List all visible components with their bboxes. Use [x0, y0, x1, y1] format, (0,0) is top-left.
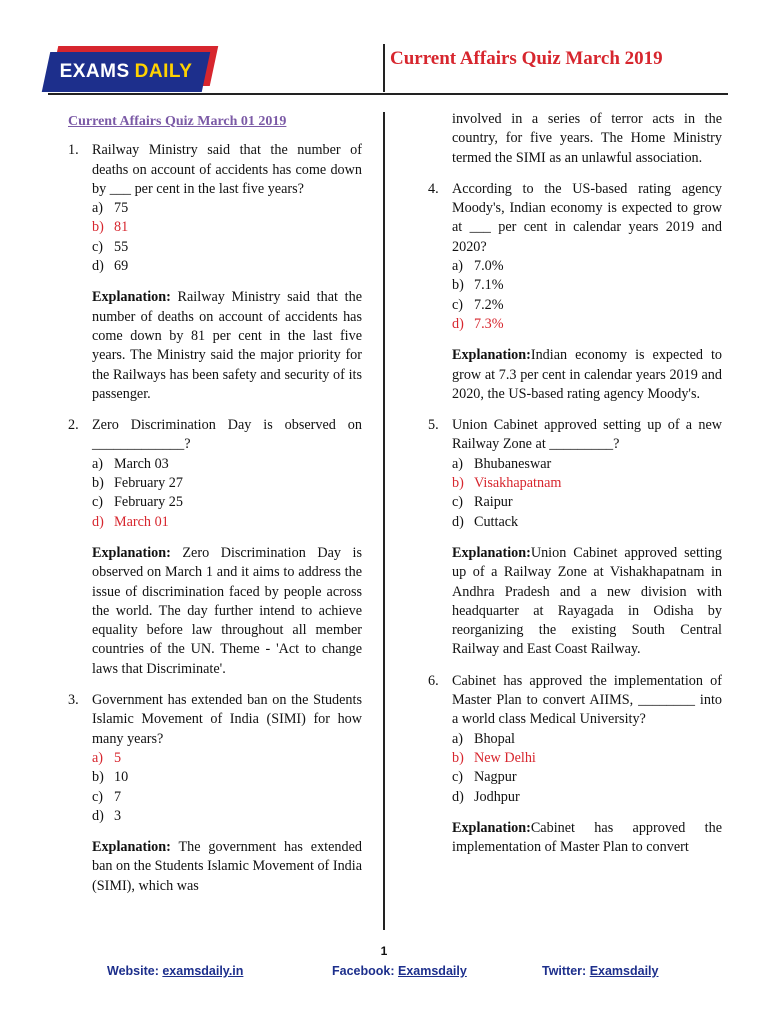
question-number: 6.	[428, 672, 439, 689]
option-b	[92, 474, 362, 493]
option-text: March 01	[114, 513, 169, 530]
option-text: New Delhi	[474, 749, 536, 766]
options-list	[452, 730, 722, 807]
explanation-label: Explanation:	[92, 839, 171, 856]
option-text: 7.0%	[474, 258, 504, 275]
option-c	[452, 768, 722, 787]
question-text: Zero Discrimination Day is observed on _____________?	[92, 417, 362, 453]
question-number: 5.	[428, 417, 439, 434]
examsdaily-logo[interactable]	[40, 42, 220, 96]
option-text: 5	[114, 749, 122, 766]
option-d	[452, 513, 722, 532]
option-text: 81	[114, 219, 129, 236]
logo-text-exams: EXAMS	[59, 61, 130, 82]
option-d-correct	[92, 513, 362, 532]
question-3	[68, 691, 362, 896]
explanation-label: Explanation:	[452, 544, 531, 561]
option-a	[92, 455, 362, 474]
option-d	[92, 257, 362, 276]
explanation-text: Union Cabinet approved setting up of a Railway Zone at Vishakhapatnam in Andhra Pradesh and a new division with headquarter at Rayagada in Odisha by reorganizing the existing South Central Railway and East Coast Railway.	[452, 544, 722, 658]
question-text: Government has extended ban on the Students Islamic Movement of India (SIMI) for how many years?	[92, 692, 362, 747]
option-text: 75	[114, 200, 129, 217]
option-b	[452, 276, 722, 295]
option-label: b)	[92, 475, 104, 492]
question-number: 3.	[68, 692, 79, 709]
option-a	[452, 257, 722, 276]
explanation-continuation: involved in a series of terror acts in the country, for five years. The Home Ministry termed the SIMI as an unlawful association.	[452, 111, 722, 166]
question-6	[428, 672, 722, 858]
options-list	[452, 455, 722, 532]
question-text: According to the US-based rating agency Moody's, Indian economy is expected to grow at ___ per cent in calendar years 2019 and 2020?	[452, 180, 722, 255]
option-label: b)	[452, 749, 464, 766]
option-label: d)	[92, 258, 104, 275]
option-a	[92, 199, 362, 218]
explanation-text: Railway Ministry said that the number of deaths on account of accidents has come down by 81 per cent in the last five years. The Ministry said the major priority for the Railways has been safety and security of its passenger.	[92, 289, 362, 402]
explanation-label: Explanation:	[452, 819, 531, 836]
option-d	[92, 807, 362, 826]
logo-text-daily: DAILY	[134, 61, 193, 82]
option-d-correct	[452, 315, 722, 334]
explanation	[452, 819, 722, 858]
options-list	[452, 257, 722, 334]
question-number: 4.	[428, 180, 439, 197]
option-c	[92, 238, 362, 257]
option-b-correct	[92, 218, 362, 237]
option-label: d)	[452, 513, 464, 530]
question-2	[68, 416, 362, 679]
option-label: c)	[452, 296, 464, 313]
explanation-label: Explanation:	[452, 347, 531, 364]
option-c	[452, 296, 722, 315]
option-text: 7.1%	[474, 277, 504, 294]
explanation-label: Explanation:	[92, 289, 171, 306]
option-text: March 03	[114, 455, 169, 472]
option-label: b)	[452, 475, 464, 492]
option-label: b)	[452, 277, 464, 294]
option-text: 10	[114, 769, 129, 786]
option-text: Jodhpur	[474, 788, 520, 805]
option-label: a)	[92, 455, 104, 472]
footer-facebook	[332, 964, 467, 978]
explanation-text: The government has extended ban on the Students Islamic Movement of India (SIMI), which was	[92, 839, 362, 894]
option-b	[92, 768, 362, 787]
question-text: Union Cabinet approved setting up of a new Railway Zone at _________?	[452, 417, 722, 453]
question-number: 2.	[68, 417, 79, 434]
option-text: 7	[114, 788, 122, 805]
option-text: Bhubaneswar	[474, 455, 552, 472]
page-number: 1	[380, 944, 388, 958]
header-divider-vertical	[383, 44, 385, 92]
right-column	[428, 110, 722, 869]
options-list	[92, 749, 362, 826]
header-divider-horizontal	[48, 93, 728, 95]
footer-twitter-link[interactable]: Examsdaily	[589, 964, 659, 978]
option-text: Bhopal	[474, 730, 515, 747]
footer-website	[107, 964, 243, 978]
option-c	[92, 493, 362, 512]
option-label: c)	[92, 494, 104, 511]
option-c	[92, 788, 362, 807]
option-a	[452, 730, 722, 749]
option-text: 3	[114, 807, 122, 824]
question-5	[428, 416, 722, 660]
options-list	[92, 199, 362, 276]
option-label: d)	[92, 807, 104, 824]
explanation-text: Cabinet has approved the implementation of Master Plan to convert	[452, 819, 722, 856]
option-label: d)	[452, 315, 464, 332]
explanation	[92, 838, 362, 896]
option-label: c)	[92, 238, 104, 255]
column-divider	[383, 112, 385, 930]
option-text: 7.2%	[474, 296, 504, 313]
logo-text	[46, 52, 206, 92]
footer-facebook-link[interactable]: Examsdaily	[398, 964, 467, 978]
option-a	[452, 455, 722, 474]
option-text: February 25	[114, 494, 183, 511]
option-b-correct	[452, 474, 722, 493]
option-text: Raipur	[474, 494, 513, 511]
footer-facebook-label: Facebook:	[332, 964, 398, 978]
question-4	[428, 180, 722, 404]
option-text: February 27	[114, 475, 183, 492]
option-label: a)	[452, 730, 464, 747]
question-number: 1.	[68, 142, 79, 159]
explanation-text: Zero Discrimination Day is observed on March 1 and it aims to address the issue of discrimination faced by people across the world. The day further intend to achieve equality before law throughout all member countries of the UN. Theme - 'Act to change laws that Discriminate'.	[92, 544, 362, 677]
question-text: Railway Ministry said that the number of deaths on account of accidents has come down by ___ per cent in the last five years?	[92, 142, 362, 197]
option-label: a)	[92, 749, 104, 766]
option-b-correct	[452, 749, 722, 768]
explanation-text: Indian economy is expected to grow at 7.3 per cent in calendar years 2019 and 2020, the US-based rating agency Moody's.	[452, 347, 722, 402]
option-label: c)	[452, 494, 464, 511]
explanation	[92, 544, 362, 679]
option-text: 55	[114, 238, 129, 255]
explanation	[452, 544, 722, 660]
option-label: b)	[92, 769, 104, 786]
footer-twitter-label: Twitter:	[542, 964, 590, 978]
option-text: 7.3%	[474, 315, 504, 332]
option-c	[452, 493, 722, 512]
option-text: Visakhapatnam	[474, 475, 562, 492]
explanation	[452, 346, 722, 404]
option-a-correct	[92, 749, 362, 768]
option-label: c)	[92, 788, 104, 805]
section-title[interactable]: Current Affairs Quiz March 01 2019	[68, 114, 287, 129]
option-label: a)	[452, 258, 464, 275]
footer-website-label: Website:	[107, 964, 163, 978]
left-column	[68, 110, 362, 908]
option-label: a)	[92, 200, 104, 217]
option-label: a)	[452, 455, 464, 472]
page-title: Current Affairs Quiz March 2019	[390, 48, 663, 69]
footer-website-link[interactable]: examsdaily.in	[162, 964, 244, 978]
question-1	[68, 141, 362, 404]
option-text: Cuttack	[474, 513, 519, 530]
explanation	[92, 288, 362, 404]
option-label: d)	[452, 788, 464, 805]
option-label: b)	[92, 219, 104, 236]
option-text: Nagpur	[474, 769, 517, 786]
question-text: Cabinet has approved the implementation of Master Plan to convert AIIMS, ________ into a world class Medical University?	[452, 672, 722, 728]
option-label: d)	[92, 513, 104, 530]
option-label: c)	[452, 769, 464, 786]
options-list	[92, 455, 362, 532]
explanation-label: Explanation:	[92, 544, 171, 561]
option-text: 69	[114, 258, 129, 275]
option-d	[452, 788, 722, 807]
footer-twitter	[542, 964, 658, 978]
